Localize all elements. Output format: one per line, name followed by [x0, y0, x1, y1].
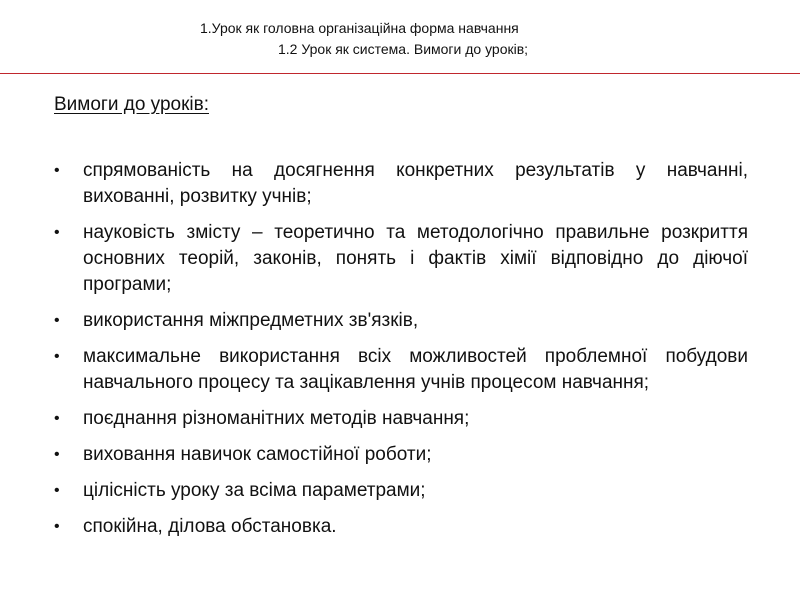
bullet-icon: • — [54, 224, 60, 241]
list-item — [54, 478, 748, 504]
bullet-icon: • — [54, 162, 60, 179]
list-item-text: виховання навичок самостійної роботи; — [83, 444, 432, 465]
list-item-text: спокійна, ділова обстановка. — [83, 516, 337, 537]
bullet-icon: • — [54, 518, 60, 535]
list-item — [54, 220, 748, 298]
list-item-text: науковість змісту – теоретично та методологічно правильне розкриття основних теорій, законів, понять і фактів хімії відповідно до діючої програми; — [83, 222, 748, 295]
bullet-icon: • — [54, 482, 60, 499]
list-item — [54, 442, 748, 468]
list-item-text: спрямованість на досягнення конкретних результатів у навчанні, вихованні, розвитку учнів; — [83, 160, 748, 207]
list-item-text: поєднання різноманітних методів навчання; — [83, 408, 470, 429]
bullet-icon: • — [54, 446, 60, 463]
bullet-icon: • — [54, 410, 60, 427]
header-title-line1: 1.Урок як головна організаційна форма навчання — [200, 20, 519, 36]
slide-header — [0, 0, 800, 74]
header-divider — [0, 73, 800, 74]
list-item — [54, 344, 748, 396]
bullet-icon: • — [54, 348, 60, 365]
list-item — [54, 514, 748, 540]
list-item-text: використання міжпредметних зв'язків, — [83, 310, 419, 331]
bullet-icon: • — [54, 312, 60, 329]
list-item — [54, 158, 748, 210]
list-item — [54, 308, 748, 334]
header-title-line2: 1.2 Урок як система. Вимоги до уроків; — [278, 41, 529, 57]
requirements-list — [54, 158, 748, 550]
list-item — [54, 406, 748, 432]
list-item-text: цілісність уроку за всіма параметрами; — [83, 480, 426, 501]
list-item-text: максимальне використання всіх можливостей проблемної побудови навчального процесу та зацікавлення учнів процесом навчання; — [83, 346, 748, 393]
section-subtitle: Вимоги до уроків: — [54, 94, 209, 115]
